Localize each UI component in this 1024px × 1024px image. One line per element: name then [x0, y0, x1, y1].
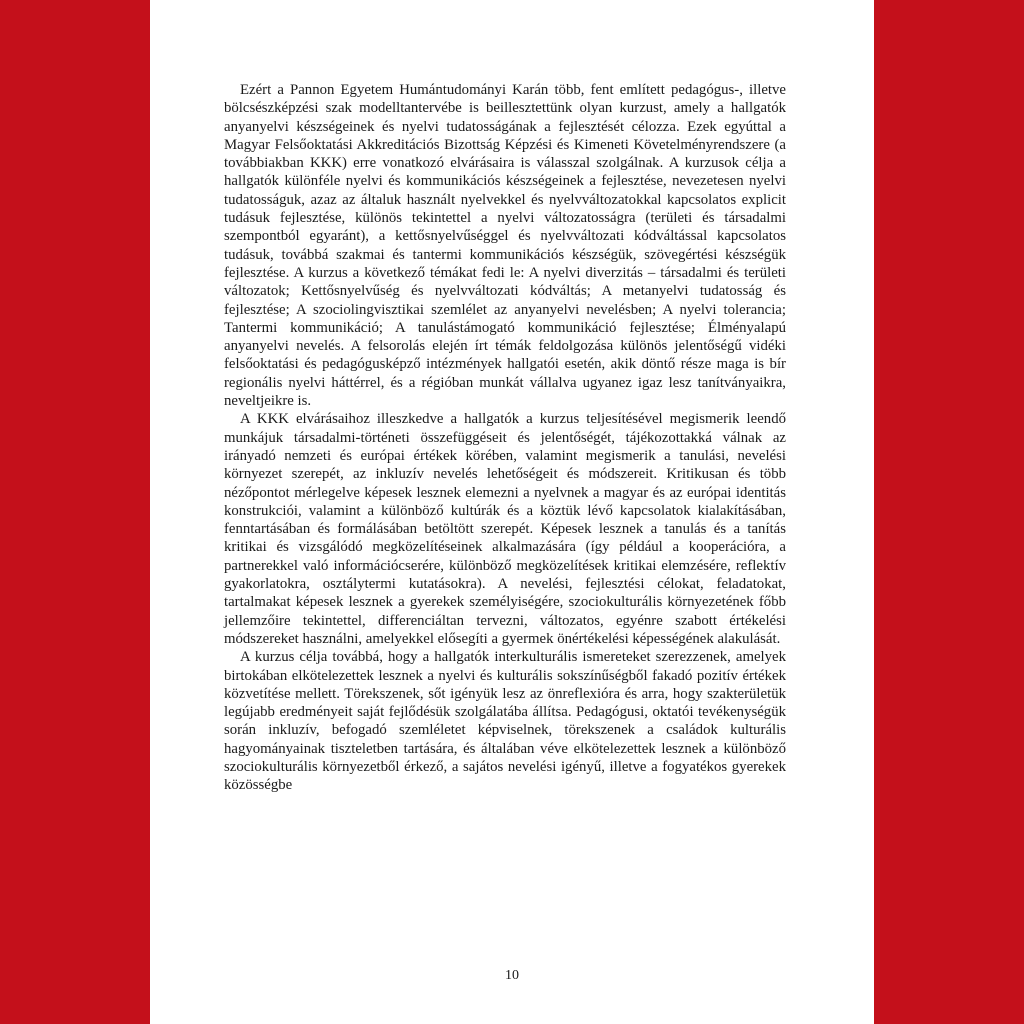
paragraph: Ezért a Pannon Egyetem Humántudományi Karán több, fent említett pedagógus-, illetve bölcsészképzési szak modelltantervébe is beillesztettünk olyan kurzust, amely a hallgatók anyanyelvi készségeinek és nyelvi tudatosságának a fejlesztését célozza. Ezek egyúttal a Magyar Felsőoktatási Akkreditációs Bizottság Képzési és Kimeneti Követelményrendszere (a továbbiakban KKK) erre vonatkozó elvárásaira is válasszal szolgálnak. A kurzusok célja a hallgatók különféle nyelvi és kommunikációs készségeinek a fejlesztése, nevezetesen nyelvi tudatosságuk, azaz az általuk használt nyelvekkel és nyelvváltozatokkal kapcsolatos explicit tudásuk fejlesztése, különös tekintettel a nyelvi változatosságra (területi és társadalmi szempontból egyaránt), a kettősnyelvűséggel és nyelvváltozati kódváltással kapcsolatos tudásuk, továbbá szakmai és tantermi kommunikációs készségük, szövegértési készségük fejlesztése. A kurzus a következő témákat fedi le: A nyelvi diverzitás – társadalmi és területi változatok; Kettősnyelvűség és nyelvváltozati kódváltás; A metanyelvi tudatosság és fejlesztése; A szociolingvisztikai szemlélet az anyanyelvi nevelésben; A nyelvi tolerancia; Tantermi kommunikáció; A tanulástámogató kommunikáció fejlesztése; Élményalapú anyanyelvi nevelés. A felsorolás elején írt témák feldolgozása különös jelentőségű vidéki felsőoktatási és pedagógusképző intézmények hallgatói esetén, akik döntő része maga is bír regionális nyelvi háttérrel, és a régióban munkát vállalva ugyanez igaz lesz tanítványaikra, neveltjeikre is.	[224, 82, 786, 410]
paragraph: A KKK elvárásaihoz illeszkedve a hallgatók a kurzus teljesítésével megismerik leendő munkájuk társadalmi-történeti összefüggéseit és jelentőségét, tájékozottakká válnak az irányadó nemzeti és európai értékek körében, valamint megismerik a tanulási, nevelési környezet szerepét, az inkluzív nevelés lehetőségeit és módszereit. Kritikusan és több nézőpontot mérlegelve képesek lesznek elemezni a nyelvnek a magyar és az európai identitás konstrukciói, valamint a különböző kultúrák és a köztük lévő kapcsolatok kialakításában, fenntartásában és formálásában betöltött szerepét. Képesek lesznek a tanulás és a tanítás kritikai és vizsgálódó megközelítéseinek alkalmazására (így például a kooperációra, a partnerekkel való információcserére, különböző megközelítések kritikai elemzésére, reflektív gyakorlatokra, osztálytermi kutatásokra). A nevelési, fejlesztési célokat, feladatokat, tartalmakat képesek lesznek a gyerekek személyiségére, szociokulturális környezetének főbb jellemzőire tekintettel, differenciáltan tervezni, változatos, egyénre szabott értékelési módszereket használni, amelyekkel elősegíti a gyermek önértékelési képességének alakulását.	[224, 411, 786, 647]
page-number: 10	[505, 968, 519, 983]
body-text	[224, 81, 786, 795]
left-red-band	[0, 0, 150, 1024]
right-red-band	[874, 0, 1024, 1024]
paragraph: A kurzus célja továbbá, hogy a hallgatók interkulturális ismereteket szerezzenek, amelyek birtokában elkötelezettek lesznek a nyelvi és kulturális sokszínűségből fakadó pozitív értékek közvetítése mellett. Törekszenek, sőt igényük lesz az önreflexióra és arra, hogy szakterületük legújabb eredményeit saját fejlődésük szolgálatába állítsa. Pedagógusi, oktatói tevékenységük során inkluzív, befogadó szemléletet képviselnek, törekszenek a családok kulturális hagyományainak tiszteletben tartására, és általában véve elkötelezettek lesznek a különböző szociokulturális környezetből érkező, a sajátos nevelési igényű, illetve a fogyatékos gyerekek közösségbe	[224, 649, 786, 794]
book-page	[150, 0, 874, 1024]
